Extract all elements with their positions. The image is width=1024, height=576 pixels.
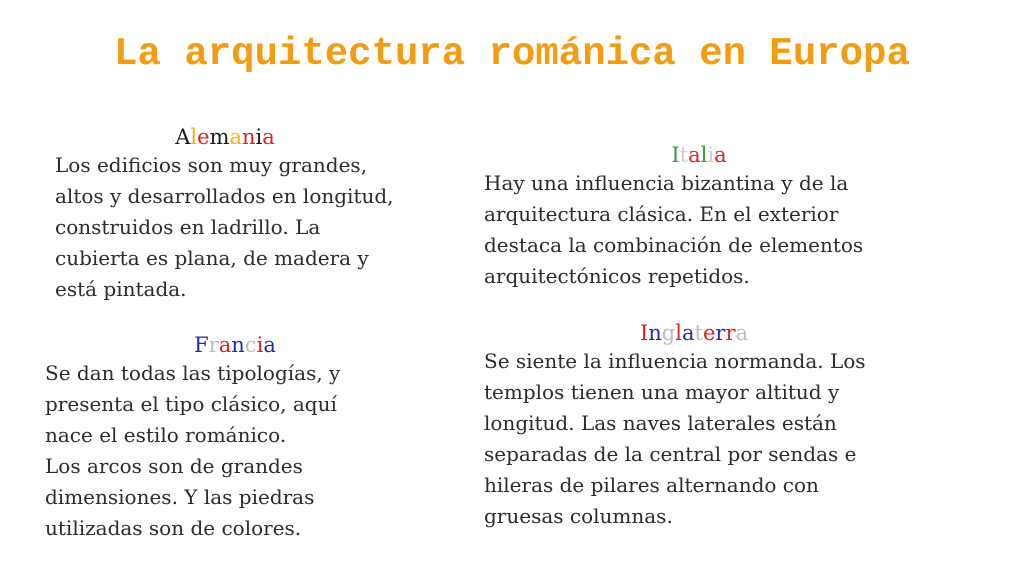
text-line: presenta el tipo clásico, aquí — [45, 392, 337, 416]
text-line: gruesas columnas. — [484, 504, 673, 528]
text-line: arquitectura clásica. En el exterior — [484, 202, 839, 226]
heading-letter: i — [255, 125, 263, 149]
section-heading-inglaterra — [484, 320, 904, 346]
heading-text — [640, 321, 748, 345]
text-line: construidos en ladrillo. La — [55, 215, 321, 239]
heading-letter: n — [242, 125, 256, 149]
heading-letter: r — [715, 321, 726, 345]
heading-text — [194, 333, 276, 357]
heading-letter: a — [218, 333, 232, 357]
heading-letter: F — [194, 333, 209, 357]
section-italia — [484, 142, 914, 292]
section-body-francia — [45, 358, 425, 544]
heading-letter: a — [262, 125, 275, 149]
text-line: Se dan todas las tipologías, y — [45, 361, 341, 385]
page-title: La arquitectura románica en Europa — [114, 32, 910, 76]
text-line: Los arcos son de grandes — [45, 454, 303, 478]
text-line: nace el estilo románico. — [45, 423, 287, 447]
text-line: templos tienen una mayor altitud y — [484, 380, 840, 404]
text-line: Hay una influencia bizantina y de la — [484, 171, 849, 195]
heading-letter: a — [688, 143, 701, 167]
section-francia — [45, 332, 425, 544]
heading-letter: l — [190, 125, 198, 149]
heading-letter: t — [694, 321, 703, 345]
heading-letter: l — [675, 321, 682, 345]
heading-letter: i — [707, 143, 715, 167]
section-body-inglaterra — [484, 346, 924, 532]
section-body-italia — [484, 168, 914, 292]
heading-letter: a — [229, 125, 242, 149]
heading-letter: r — [208, 333, 219, 357]
heading-letter: e — [702, 321, 716, 345]
heading-letter: i — [256, 333, 264, 357]
section-alemania — [55, 124, 455, 305]
text-line: separadas de la central por sendas e — [484, 442, 857, 466]
heading-letter: A — [175, 125, 191, 149]
text-line: arquitectónicos repetidos. — [484, 264, 750, 288]
heading-letter: e — [197, 125, 210, 149]
section-heading-francia — [45, 332, 425, 358]
heading-letter: n — [231, 333, 245, 357]
heading-letter: c — [244, 333, 257, 357]
section-heading-italia — [484, 142, 914, 168]
text-line: está pintada. — [55, 277, 187, 301]
text-line: destaca la combinación de elementos — [484, 233, 864, 257]
heading-letter: t — [679, 143, 689, 167]
heading-letter: a — [681, 321, 695, 345]
text-line: Se siente la influencia normanda. Los — [484, 349, 866, 373]
text-line: altos y desarrollados en longitud, — [55, 184, 394, 208]
heading-letter: m — [209, 125, 230, 149]
heading-text — [671, 143, 726, 167]
heading-letter: a — [263, 333, 276, 357]
heading-text — [175, 125, 275, 149]
section-body-alemania — [55, 150, 455, 305]
section-heading-alemania — [55, 124, 395, 150]
heading-letter: g — [661, 321, 676, 345]
text-line: utilizadas son de colores. — [45, 516, 302, 540]
text-line: longitud. Las naves laterales están — [484, 411, 837, 435]
section-inglaterra — [484, 320, 924, 532]
heading-letter: I — [639, 321, 649, 345]
text-line: Los edificios son muy grandes, — [55, 153, 368, 177]
text-line: cubierta es plana, de madera y — [55, 246, 369, 270]
heading-letter: a — [714, 143, 727, 167]
heading-letter: l — [700, 143, 708, 167]
heading-letter: a — [735, 321, 749, 345]
heading-letter: I — [671, 143, 680, 167]
text-line: dimensiones. Y las piedras — [45, 485, 315, 509]
heading-letter: r — [725, 321, 736, 345]
heading-letter: n — [648, 321, 662, 345]
text-line: hileras de pilares alternando con — [484, 473, 819, 497]
